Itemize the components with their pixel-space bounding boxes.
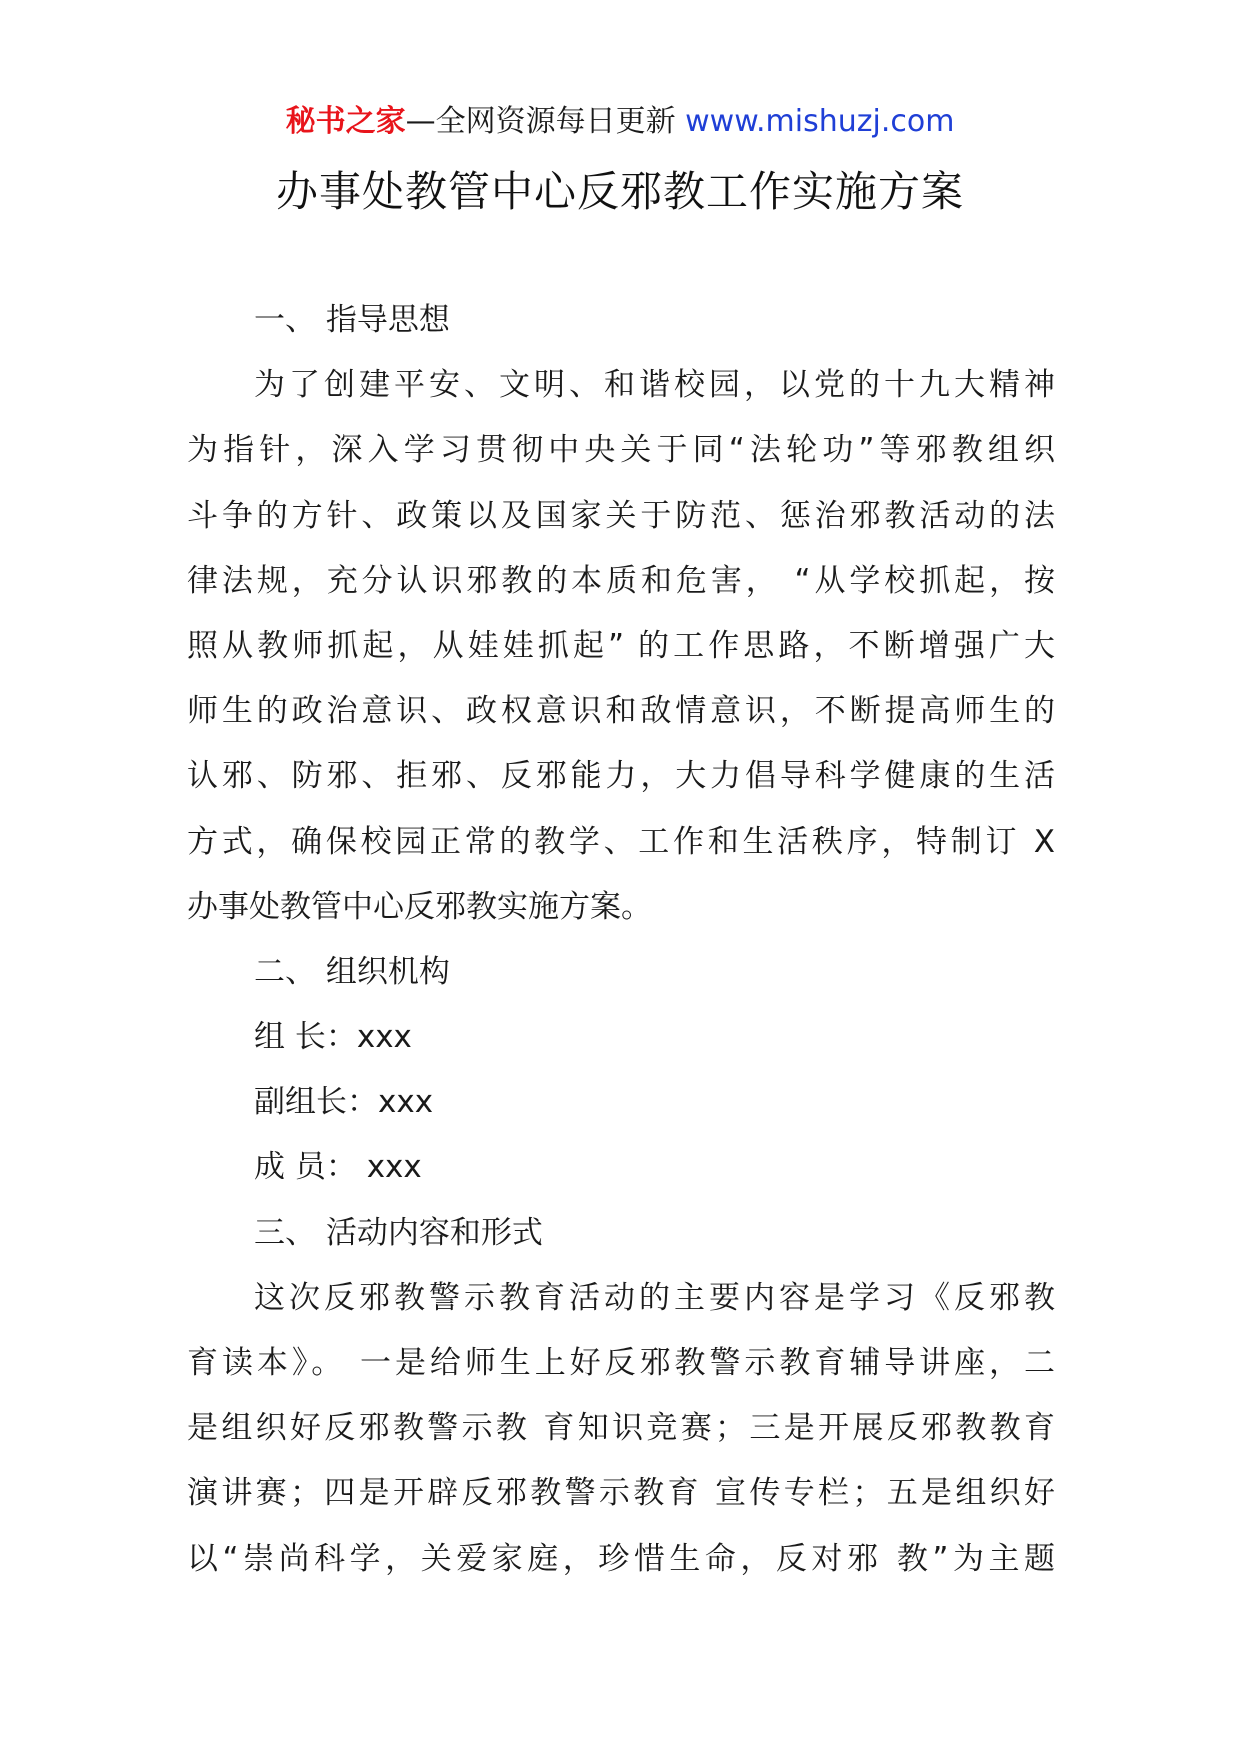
header-tagline: —全网资源每日更新 (405, 104, 686, 139)
leader-line: 组 长：xxx (254, 1019, 412, 1056)
paragraph-line: 这次反邪教警示教育活动的主要内容是学习《反邪教 (254, 1279, 1055, 1316)
paragraph-line: 斗争的方针、政策以及国家关于防范、惩治邪教活动的法 (187, 497, 1055, 534)
paragraph-line: 照从教师抓起，从娃娃抓起” 的工作思路，不断增强广大 (187, 627, 1055, 664)
paragraph-line: 为指针，深入学习贯彻中央关于同“法轮功”等邪教组织 (187, 432, 1055, 469)
document-title: 办事处教管中心反邪教工作实施方案 (275, 167, 964, 216)
site-url-link[interactable]: www.mishuzj.com (685, 104, 955, 139)
paragraph-line: 是组织好反邪教警示教 育知识竞赛；三是开展反邪教教育 (187, 1410, 1055, 1447)
paragraph-line: 办事处教管中心反邪教实施方案。 (187, 888, 652, 925)
section-heading-activities: 三、 活动内容和形式 (254, 1214, 543, 1251)
paragraph-line: 演讲赛；四是开辟反邪教警示教育 宣传专栏；五是组织好 (187, 1475, 1055, 1512)
paragraph-line: 律法规，充分认识邪教的本质和危害， “从学校抓起，按 (187, 562, 1055, 599)
paragraph-line: 为了创建平安、文明、和谐校园，以党的十九大精神 (254, 367, 1055, 404)
deputy-leader-line: 副组长：xxx (254, 1084, 434, 1121)
paragraph-line: 以“崇尚科学，关爱家庭，珍惜生命，反对邪 教”为主题 (187, 1540, 1055, 1577)
document-body (187, 288, 1055, 1592)
members-line: 成 员： xxx (254, 1149, 422, 1186)
paragraph-line: 认邪、防邪、拒邪、反邪能力，大力倡导科学健康的生活 (187, 758, 1055, 795)
site-header (0, 100, 1240, 144)
paragraph-line: 育读本》。 一是给师生上好反邪教警示教育辅导讲座，二 (187, 1345, 1055, 1381)
paragraph-line: 方式，确保校园正常的教学、工作和生活秩序，特制订 X (187, 823, 1055, 860)
brand-name: 秘书之家 (285, 104, 406, 139)
paragraph-line: 师生的政治意识、政权意识和敌情意识，不断提高师生的 (187, 693, 1055, 730)
section-heading-organization: 二、 组织机构 (254, 953, 450, 990)
section-heading-guiding-ideology: 一、 指导思想 (254, 302, 450, 338)
